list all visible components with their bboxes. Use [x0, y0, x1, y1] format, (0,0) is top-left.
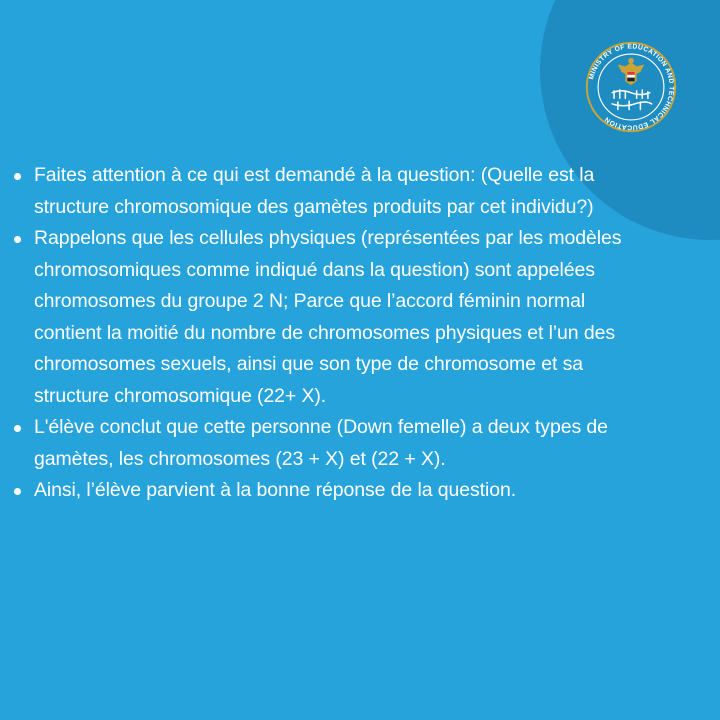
bullet-item-2 [14, 223, 704, 412]
bullet-dot-icon [14, 425, 21, 432]
bullet-3-line-1: L'élève conclut que cette personne (Down femelle) a deux types de [34, 416, 608, 438]
bullet-2-line-4: contient la moitié du nombre de chromosomes physiques et l’un des [34, 321, 615, 344]
bullet-2-line-2: chromosomiques comme indiqué dans la question) sont appelées [34, 258, 595, 281]
bullet-1-line-1: Faites attention à ce qui est demandé à la question: (Quelle est la [34, 164, 595, 186]
bullet-item-4 [14, 475, 704, 507]
bullet-1-line-2: structure chromosomique des gamètes produits par cet individu?) [34, 195, 594, 218]
bullet-item-3 [14, 412, 704, 475]
bullet-list [14, 160, 704, 507]
bullet-2-line-6: structure chromosomique (22+ X). [34, 384, 327, 407]
bullet-4-line-1: Ainsi, l’élève parvient à la bonne réponse de la question. [34, 479, 517, 501]
bullet-item-1 [14, 160, 704, 223]
svg-text:MINISTRY OF EDUCATION AND TECH: MINISTRY OF EDUCATION AND TECHNICAL EDUCATION [588, 43, 675, 131]
bullet-2-line-5: chromosomes sexuels, ainsi que son type de chromosome et sa [34, 353, 584, 375]
bullet-dot-icon [14, 173, 21, 180]
bullet-dot-icon [14, 488, 21, 495]
bullet-content [14, 160, 704, 507]
bullet-2-line-3: chromosomes du groupe 2 N; Parce que l’accord féminin normal [34, 290, 586, 312]
bullet-3-line-2: gamètes, les chromosomes (23 + X) et (22 + X). [34, 447, 446, 470]
bullet-2-line-1: Rappelons que les cellules physiques (représentées par les modèles [34, 227, 622, 249]
bullet-dot-icon [14, 236, 21, 243]
ministry-eagle-seal-icon [584, 40, 678, 134]
